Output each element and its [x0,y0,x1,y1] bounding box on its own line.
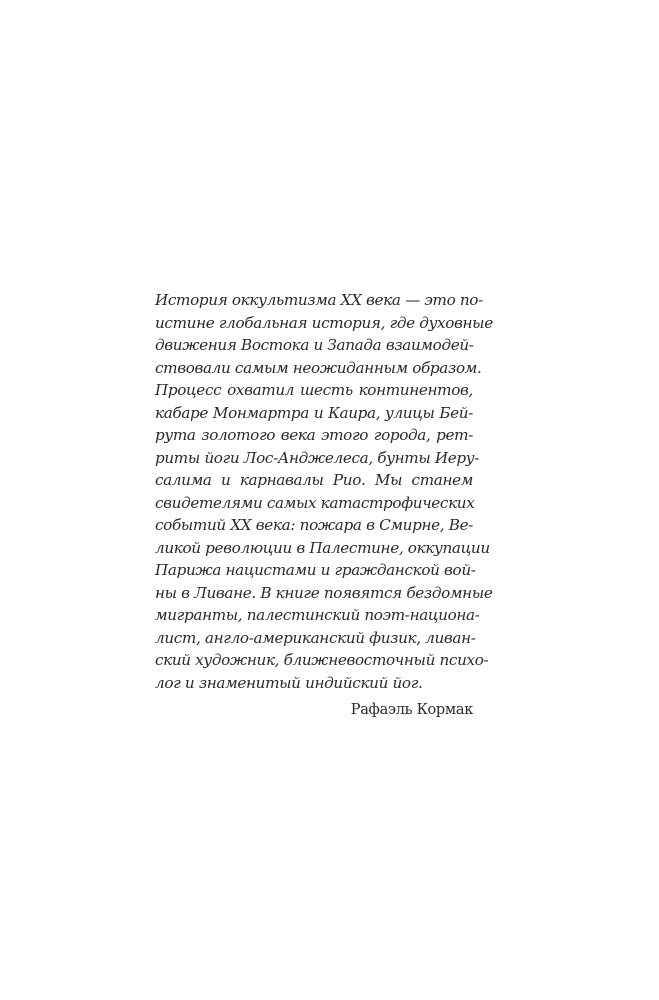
blurb-line: Парижа нацистами и гражданской вой- [155,561,476,579]
blurb-line: ны в Ливане. В книге появятся бездомные [155,583,493,602]
blurb-line: мигранты, палестинский поэт-национа- [155,606,480,624]
blurb-line: лог и знаменитый индийский йог. [155,673,423,692]
blurb-line: ликой революции в Палестине, оккупации [155,538,490,557]
blurb-line: движения Востока и Запада взаимодей- [155,336,474,354]
blurb-line: рута золотого века этого города, рет- [155,426,473,444]
blurb-line: риты йоги Лос-Анджелеса, бунты Иеру- [155,448,480,467]
blurb-paragraph [155,289,493,694]
blurb-line: лист, англо-американский физик, ливан- [155,628,476,647]
blurb-line: салима и карнавалы Рио. Мы станем [155,471,473,489]
blurb-line: кабаре Монмартра и Каира, улицы Бей- [155,403,473,422]
blurb-line: ский художник, ближневосточный психо- [155,651,489,669]
blurb-line: История оккультизма XX века — это по- [155,291,483,309]
author-signature: Рафаэль Кормак [350,702,473,718]
blurb-line: событий XX века: пожара в Смирне, Ве- [155,516,473,534]
blurb-line: ствовали самым неожиданным образом. [155,358,482,377]
blurb-line: Процесс охватил шесть континентов, [155,381,473,399]
blurb-line: свидетелями самых катастрофических [155,493,475,512]
blurb-line: истине глобальная история, где духовные [155,313,493,332]
